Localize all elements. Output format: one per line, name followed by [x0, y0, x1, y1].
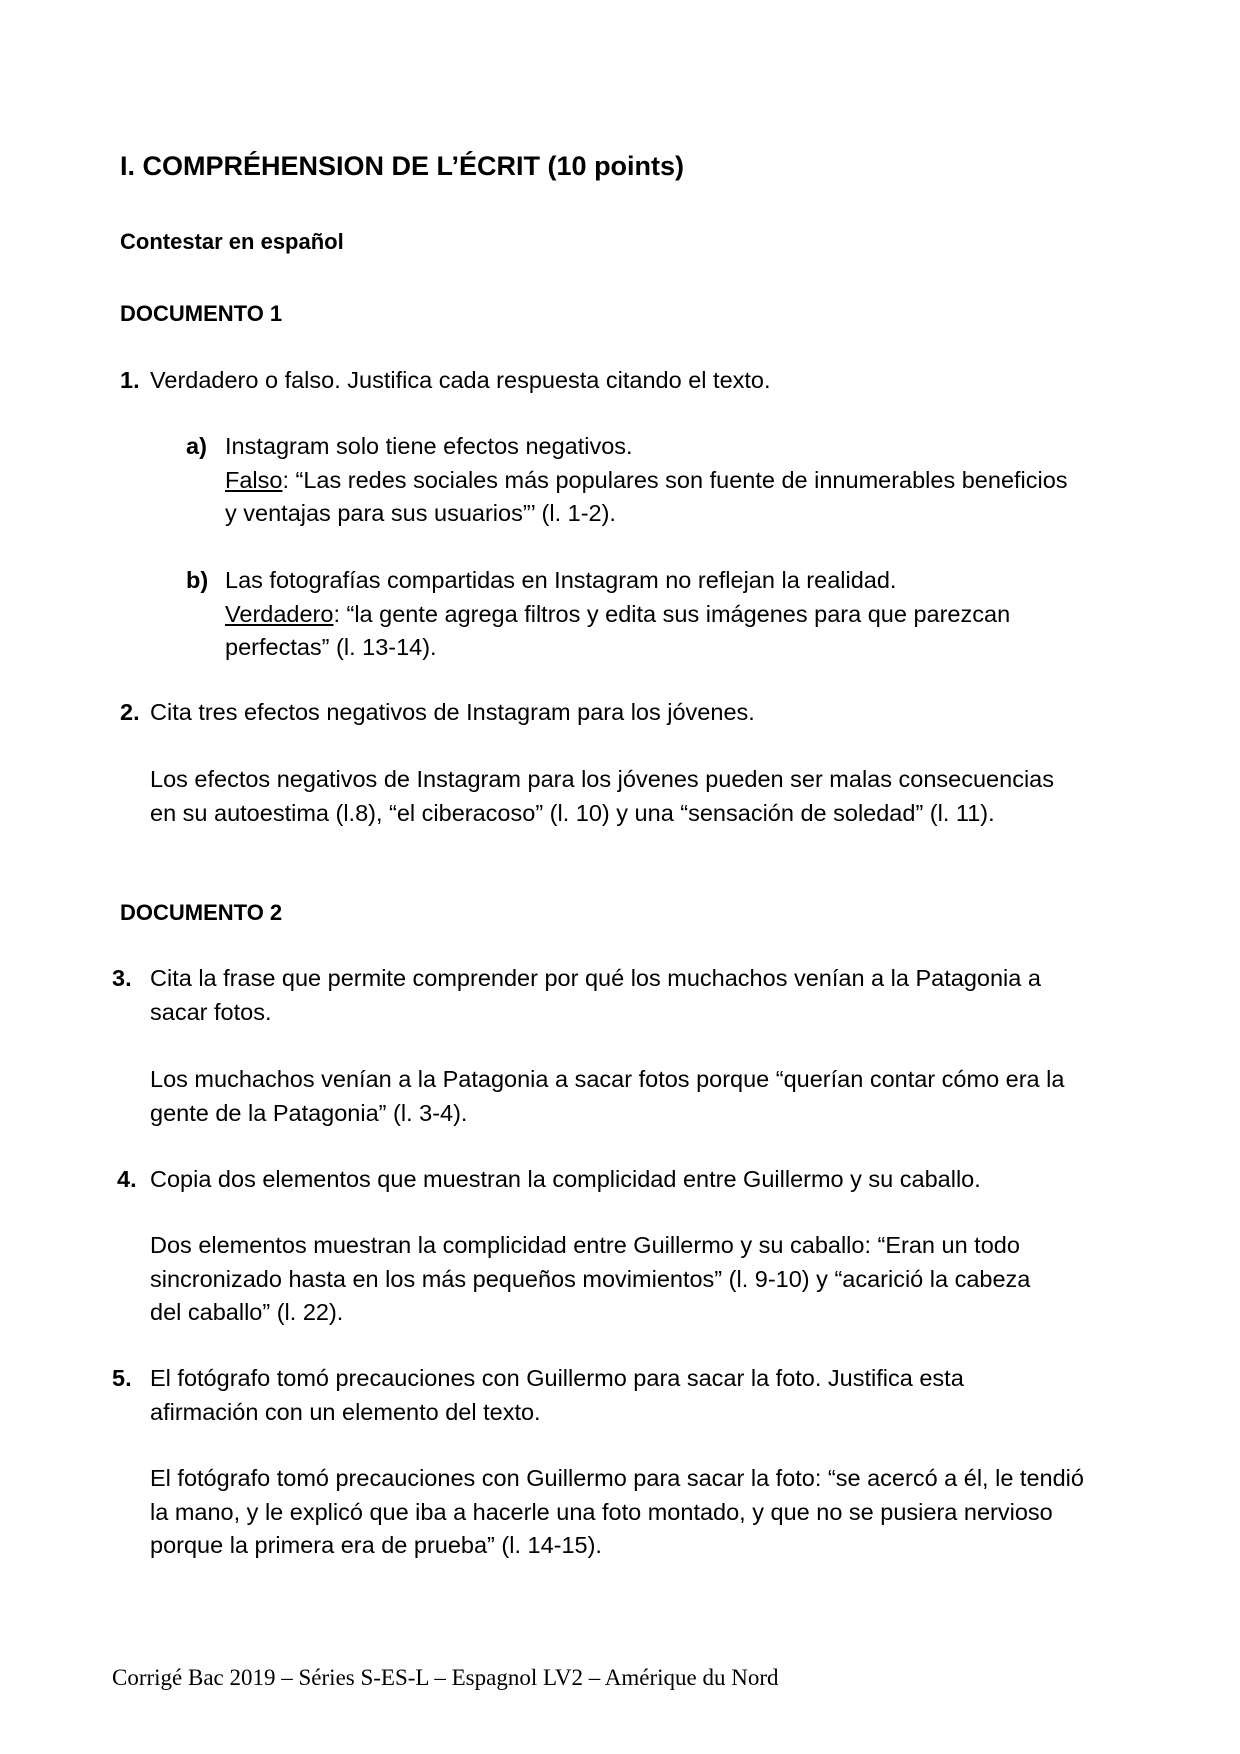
- answer-line: la mano, y le explicó que iba a hacerle una foto montado, y que no se pusiera nervioso: [150, 1498, 1053, 1525]
- question-line: afirmación con un elemento del texto.: [150, 1398, 541, 1425]
- question-5-text: [150, 1362, 964, 1429]
- question-2-text: Cita tres efectos negativos de Instagram para los jóvenes.: [150, 699, 755, 725]
- question-1-text: Verdadero o falso. Justifica cada respuesta citando el texto.: [150, 367, 771, 393]
- item-a-label: a): [186, 433, 207, 459]
- question-5-answer: [150, 1462, 1084, 1563]
- question-5-number: 5.: [112, 1365, 132, 1391]
- verdict-verdadero: Verdadero: [225, 600, 334, 627]
- answer-line: del caballo” (l. 22).: [150, 1299, 344, 1325]
- item-b-statement: Las fotografías compartidas en Instagram no reflejan la realidad.: [225, 567, 897, 593]
- answer-line: El fotógrafo tomó precauciones con Guillermo para sacar la foto: “se acercó a él, le tendió: [150, 1465, 1084, 1491]
- item-a-answer-line: y ventajas para sus usuarios”’ (l. 1-2).: [225, 500, 616, 526]
- answer-line: sincronizado hasta en los más pequeños movimientos” (l. 9-10) y “acarició la cabeza: [150, 1265, 1031, 1292]
- answer-line: en su autoestima (l.8), “el ciberacoso” (l. 10) y una “sensación de soledad” (l. 11).: [150, 799, 995, 826]
- document-2-heading: DOCUMENTO 2: [120, 900, 283, 925]
- answer-line: gente de la Patagonia” (l. 3-4).: [150, 1099, 468, 1126]
- item-b-answer-line: [225, 598, 1010, 632]
- question-3-text: [150, 962, 1041, 1029]
- item-b: [225, 564, 1010, 665]
- question-4-text: [150, 1163, 981, 1197]
- question-3-answer: [150, 1063, 1064, 1130]
- question-4-number: 4.: [117, 1166, 137, 1192]
- question-line: Cita la frase que permite comprender por qué los muchachos venían a la Patagonia a: [150, 965, 1041, 991]
- question-1-number: 1.: [120, 367, 140, 393]
- answer-line: Dos elementos muestran la complicidad entre Guillermo y su caballo: “Eran un todo: [150, 1232, 1020, 1258]
- document-1-heading: DOCUMENTO 1: [120, 301, 283, 326]
- item-a-statement: Instagram solo tiene efectos negativos.: [225, 433, 633, 459]
- question-line: Copia dos elementos que muestran la complicidad entre Guillermo y su caballo.: [150, 1166, 981, 1192]
- answer-line: Los efectos negativos de Instagram para los jóvenes pueden ser malas consecuencias: [150, 766, 1054, 792]
- question-3-number: 3.: [112, 965, 132, 991]
- answer-line: Los muchachos venían a la Patagonia a sacar fotos porque “querían contar cómo era la: [150, 1066, 1065, 1092]
- answer-text: : “la gente agrega filtros y edita sus imágenes para que parezcan: [333, 600, 1011, 627]
- page-footer: Corrigé Bac 2019 – Séries S-ES-L – Espagnol LV2 – Amérique du Nord: [112, 1665, 779, 1690]
- question-4-answer: [150, 1229, 1030, 1330]
- item-a-answer-line: [225, 464, 1068, 498]
- item-b-answer-line: perfectas” (l. 13-14).: [225, 634, 437, 660]
- instruction: Contestar en español: [120, 229, 344, 254]
- answer-text: : “Las redes sociales más populares son fuente de innumerables beneficios: [282, 466, 1068, 493]
- item-a: [225, 430, 1068, 531]
- section-title: I. COMPRÉHENSION DE L’ÉCRIT (10 points): [120, 151, 685, 181]
- question-line: El fotógrafo tomó precauciones con Guillermo para sacar la foto. Justifica esta: [150, 1365, 964, 1391]
- question-2-number: 2.: [120, 699, 140, 725]
- item-b-label: b): [186, 567, 209, 593]
- answer-line: porque la primera era de prueba” (l. 14-15).: [150, 1532, 602, 1558]
- question-2-answer: [150, 763, 1054, 830]
- verdict-falso: Falso: [225, 466, 283, 493]
- question-line: sacar fotos.: [150, 998, 272, 1025]
